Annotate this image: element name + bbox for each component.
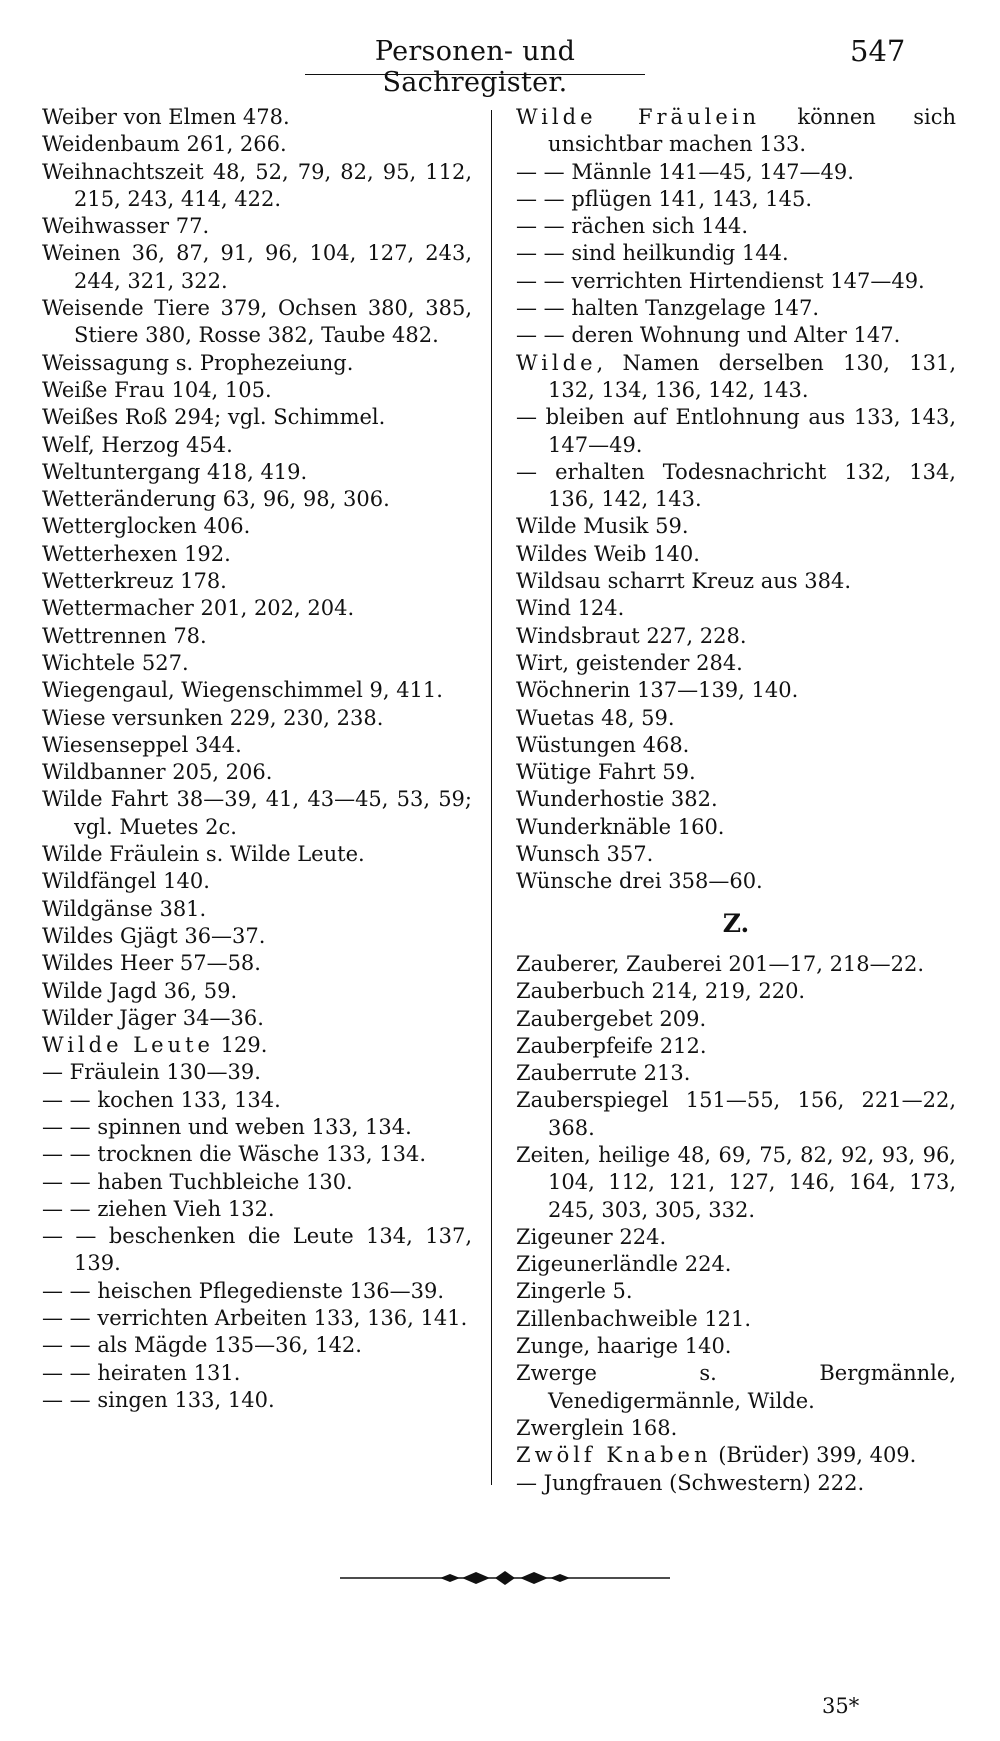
index-entry: Weltuntergang 418, 419. xyxy=(42,459,308,484)
page-number: 547 xyxy=(850,34,906,68)
w-entries-continued xyxy=(516,104,956,896)
index-entry: — bleiben auf Entlohnung aus 133, 143, 147—49. xyxy=(516,405,956,457)
column-divider xyxy=(491,110,492,1485)
header-rule xyxy=(305,74,645,75)
index-entry: — — kochen 133, 134. xyxy=(42,1087,281,1112)
index-entry: Zaubergebet 209. xyxy=(516,1006,707,1031)
index-entry: Wirt, geistender 284. xyxy=(516,650,743,675)
end-ornament xyxy=(340,1568,670,1588)
index-entry: Weissagung s. Prophezeiung. xyxy=(42,350,354,375)
index-entry: — erhalten Todesnachricht 132, 134, 136, 142, 143. xyxy=(516,459,956,512)
index-entry: — — pflügen 141, 143, 145. xyxy=(516,186,813,211)
index-entry: Weiber von Elmen 478. xyxy=(42,105,290,129)
index-entry: Wilde Fahrt 38—39, 41, 43—45, 53, 59; vgl. Muetes 2c. xyxy=(42,787,472,839)
index-entry: Zwerge s. Bergmännle, Venedigermännle, Wilde. xyxy=(516,1361,956,1413)
index-entry: Wettermacher 201, 202, 204. xyxy=(42,596,355,621)
index-entry: Zigeunerländle 224. xyxy=(516,1252,732,1277)
index-entry: Weiße Frau 104, 105. xyxy=(42,377,272,402)
index-entry: Welf, Herzog 454. xyxy=(42,432,233,457)
index-entry: Wunderhostie 382. xyxy=(516,787,718,812)
index-entry: Weinen 36, 87, 91, 96, 104, 127, 243, 244, 321, 322. xyxy=(42,241,472,293)
index-entry: Wildfängel 140. xyxy=(42,869,210,894)
index-entry: Wildes Heer 57—58. xyxy=(42,951,261,976)
index-entry xyxy=(516,1442,956,1469)
index-entry xyxy=(516,350,956,405)
index-entry: Wünsche drei 358—60. xyxy=(516,869,763,894)
index-entry: — — halten Tanzgelage 147. xyxy=(516,296,820,321)
index-entry: — — rächen sich 144. xyxy=(516,214,749,239)
index-entry: — — Männle 141—45, 147—49. xyxy=(516,159,854,184)
index-entry: Wetterhexen 192. xyxy=(42,541,231,566)
index-entry: Weidenbaum 261, 266. xyxy=(42,132,287,157)
z-entries xyxy=(516,951,956,1497)
index-entry: Wettrennen 78. xyxy=(42,623,207,648)
index-entry: Wind 124. xyxy=(516,596,625,621)
index-entry: Zillenbachweible 121. xyxy=(516,1306,752,1331)
index-entry: Wetteränderung 63, 96, 98, 306. xyxy=(42,487,390,512)
index-entry: — — haben Tuchbleiche 130. xyxy=(42,1169,353,1194)
index-entry: Wildbanner 205, 206. xyxy=(42,760,273,785)
index-entry: Weißes Roß 294; vgl. Schimmel. xyxy=(42,405,386,430)
sheet-signature: 35* xyxy=(822,1694,860,1718)
index-entry: Wüstungen 468. xyxy=(516,732,690,757)
index-entry: — — spinnen und weben 133, 134. xyxy=(42,1114,412,1139)
index-entry: — — ziehen Vieh 132. xyxy=(42,1196,275,1221)
index-entry: Wuetas 48, 59. xyxy=(516,705,675,730)
index-entry: — — verrichten Hirtendienst 147—49. xyxy=(516,268,925,293)
index-entry: Wilde Jagd 36, 59. xyxy=(42,978,238,1003)
index-entry: Wiesenseppel 344. xyxy=(42,732,242,757)
entry-rest: können sich unsichtbar machen 133. xyxy=(548,105,956,157)
index-entry: Wilder Jäger 34—36. xyxy=(42,1005,264,1030)
index-entry: — — deren Wohnung und Alter 147. xyxy=(516,323,901,348)
index-entry: — — als Mägde 135—36, 142. xyxy=(42,1333,362,1358)
right-index-column xyxy=(516,104,956,1497)
index-entry: Windsbraut 227, 228. xyxy=(516,623,747,648)
index-entry: — — singen 133, 140. xyxy=(42,1387,275,1412)
spaced-headword: Wilde xyxy=(516,350,597,375)
index-entry: Zauberbuch 214, 219, 220. xyxy=(516,979,806,1004)
entry-rest: , Namen derselben 130, 131, 132, 134, 136, 142, 143. xyxy=(548,350,956,402)
index-entry: — — heischen Pflegedienste 136—39. xyxy=(42,1278,445,1303)
index-entry: Zauberrute 213. xyxy=(516,1061,691,1086)
index-entry: — — beschenken die Leute 134, 137, 139. xyxy=(42,1224,472,1276)
index-entry: Wilde Musik 59. xyxy=(516,514,689,539)
index-entry: Wetterglocken 406. xyxy=(42,514,251,539)
index-entry: Wunderknäble 160. xyxy=(516,814,725,839)
index-entry: Wütige Fahrt 59. xyxy=(516,760,696,785)
entry-rest: (Brüder) 399, 409. xyxy=(711,1443,917,1468)
index-entry: Zigeuner 224. xyxy=(516,1224,667,1249)
index-entry: Weisende Tiere 379, Ochsen 380, 385, Stiere 380, Rosse 382, Taube 482. xyxy=(42,296,472,348)
index-entry: — — heiraten 131. xyxy=(42,1360,241,1385)
index-entry: Zauberspiegel 151—55, 156, 221—22, 368. xyxy=(516,1088,956,1140)
index-entry: Wunsch 357. xyxy=(516,842,654,867)
index-entry: — — sind heilkundig 144. xyxy=(516,241,789,266)
index-entry: Zauberer, Zauberei 201—17, 218—22. xyxy=(516,951,925,976)
index-entry: Wetterkreuz 178. xyxy=(42,569,227,594)
index-entry: Wildgänse 381. xyxy=(42,896,207,921)
index-entry: Zeiten, heilige 48, 69, 75, 82, 92, 93, 96, 104, 112, 121, 127, 146, 164, 173, 245, 303, 305, 332. xyxy=(516,1142,956,1222)
index-entry: — Fräulein 130—39. xyxy=(42,1060,261,1085)
index-entry: Wiese versunken 229, 230, 238. xyxy=(42,705,384,730)
index-entry: — Jungfrauen (Schwestern) 222. xyxy=(516,1470,865,1495)
index-entry: Zwerglein 168. xyxy=(516,1415,678,1440)
index-entry: Wildes Gjägt 36—37. xyxy=(42,923,266,948)
index-entry: Zunge, haarige 140. xyxy=(516,1334,732,1359)
index-entry: Wiegengaul, Wiegenschimmel 9, 411. xyxy=(42,678,443,703)
index-entry: Zingerle 5. xyxy=(516,1279,633,1304)
spaced-headword: Zwölf Knaben xyxy=(516,1443,712,1468)
index-entry: — — trocknen die Wäsche 133, 134. xyxy=(42,1142,427,1167)
index-entry: Wildes Weib 140. xyxy=(516,541,700,566)
index-entry xyxy=(42,1032,472,1059)
index-entry: Wilde Fräulein s. Wilde Leute. xyxy=(42,842,365,867)
running-head: Personen- und Sachregister. xyxy=(374,36,576,98)
entry-rest: 129. xyxy=(213,1033,268,1058)
index-entry: Wichtele 527. xyxy=(42,650,189,675)
index-entry: Wildsau scharrt Kreuz aus 384. xyxy=(516,569,852,594)
index-entry: Weihwasser 77. xyxy=(42,214,210,239)
index-entry: Weihnachtszeit 48, 52, 79, 82, 95, 112, 215, 243, 414, 422. xyxy=(42,159,472,211)
index-entry: — — verrichten Arbeiten 133, 136, 141. xyxy=(42,1306,468,1331)
index-entry: Wöchnerin 137—139, 140. xyxy=(516,678,799,703)
section-heading-z: Z. xyxy=(722,908,750,938)
left-index-column xyxy=(42,104,472,1414)
index-entry xyxy=(516,104,956,159)
spaced-headword: Wilde Fräulein xyxy=(516,105,760,129)
spaced-headword: Wilde Leute xyxy=(42,1033,214,1058)
index-entry: Zauberpfeife 212. xyxy=(516,1033,707,1058)
